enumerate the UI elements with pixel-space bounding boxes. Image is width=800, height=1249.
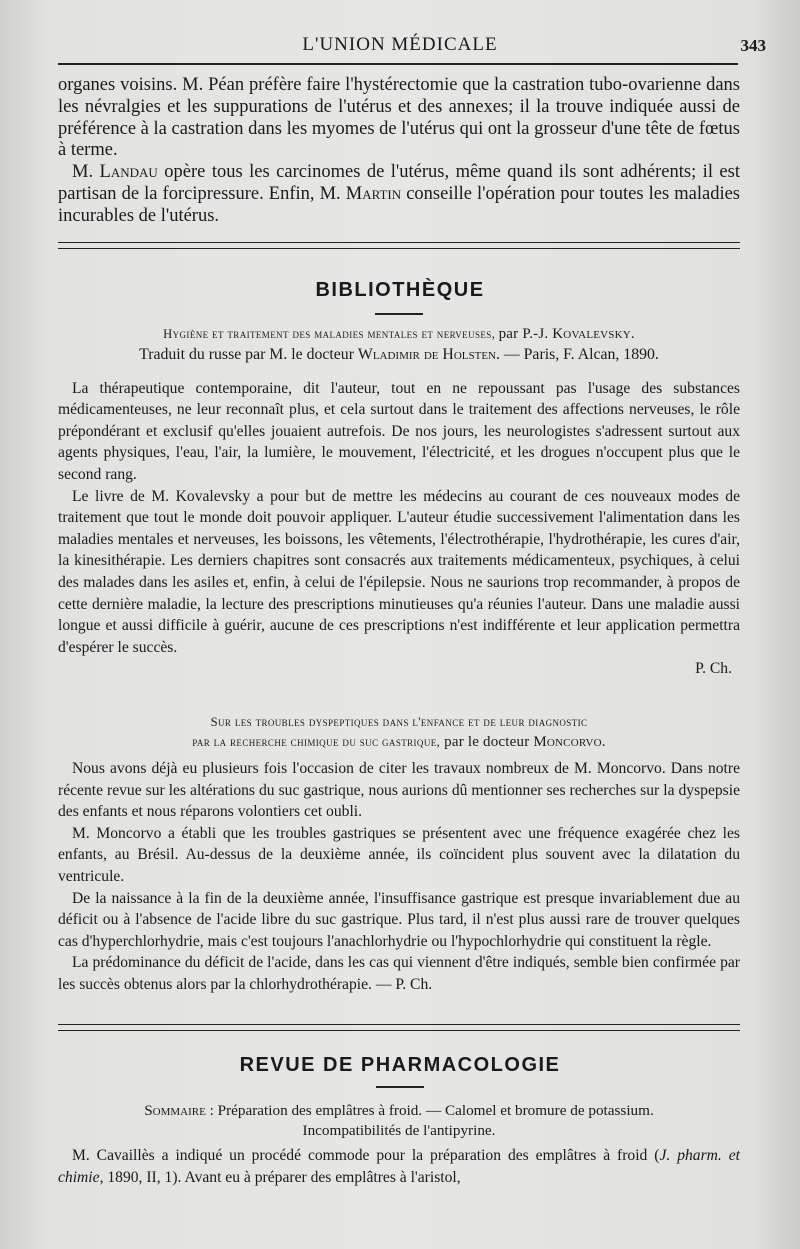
sommaire: Sommaire : Préparation des emplâtres à froid. — Calomel et bromure de potassium. [144,1102,654,1119]
review-paragraph: La prédominance du déficit de l'acide, dans les cas qui viennent d'être indiqués, semble bien confirmée par les succès obtenus alors par la chlorhydrothérapie. — P. Ch. [58,954,740,993]
review-paragraph: Nous avons déjà eu plusieurs fois l'occasion de citer les travaux nombreux de M. Moncorvo. Dans notre récente revue sur les altérations du suc gastrique, nous aurions dû mentionner ses recherches sur la dyspepsie des enfants et nous réparons volontiers cet oubli. [58,760,740,821]
sommaire-line2: Incompatibilités de l'antipyrine. [302,1122,496,1139]
review-heading-line2: Traduit du russe par M. le docteur Wladimir de Holsten. — Paris, F. Alcan, 1890. [139,346,659,363]
page-number: 343 [740,36,766,55]
review-heading-line2: par la recherche chimique du suc gastrique, par le docteur Moncorvo. [192,734,606,750]
header-rule [58,63,738,65]
review-kovalevsky [58,324,740,680]
section-title-pharmacologie: REVUE DE PHARMACOLOGIE [239,1054,561,1076]
review-heading-line1: Hygiène et traitement des maladies mentales et nerveuses, par P.-J. Kovalevsky. [163,326,635,342]
running-title: L'UNION MÉDICALE [302,34,498,55]
review-paragraph: Le livre de M. Kovalevsky a pour but de mettre les médecins au courant de ces nouveaux modes de traitement que tout le monde doit pouvoir appliquer. L'auteur étudie successivement l'alimentation dans les maladies mentales et nerveuses, les boissons, les vêtements, l'électrothérapie, l'hydrothérapie, les cures d'air, la kinesithérapie. Les derniers chapitres sont consacrés aux traitements médicamenteux, psychiques, à celui des malades dans les asiles et, enfin, à celui de l'épilepsie. Nous ne saurions trop recommander, à propos de cette dernière maladie, la lecture des prescriptions minutieuses qu'a réunies l'auteur. Dans une maladie aussi longue et aussi difficile à guérir, aucune de ces prescriptions n'est indifférente et leur application permettra d'espérer le succès. [58,487,740,656]
section-title-bibliotheque: BIBLIOTHÈQUE [315,279,485,301]
pharmacologie-paragraph: M. Cavaillès a indiqué un procédé commode pour la préparation des emplâtres à froid (J. pharm. et chimie, 1890, II, 1). Avant eu à préparer des emplâtres à l'aristol, [58,1147,740,1186]
review-translator: Wladimir de Holsten. [357,346,500,363]
intro-paragraph-pean: organes voisins. M. Péan préfère faire l'hystérectomie que la castration tubo-ovarienne dans les névralgies et les suppurations de l'utérus et des annexes; il la trouve indiquée aussi de préférence à la castration dans les myomes de l'utérus qui ont la grosseur d'une tête de fœtus à terme. [58,75,740,161]
review-paragraph: La thérapeutique contemporaine, dit l'auteur, tout en ne repoussant pas l'usage des substances médicamenteuses, ne leur reconnaît plus, et cela surtout dans le traitement des affections nerveuses, le rôle prépondérant et exclusif qu'elles jouaient autrefois. De nos jours, les neurologistes s'adressent surtout aux agents physiques, l'eau, l'air, la lumière, le mouvement, l'électricité, et les drogues n'occupent plus que le second rang. [58,379,740,483]
review-author: P.-J. Kovalevsky. [522,326,635,342]
citation: J. pharm. et chimie, [58,1147,740,1186]
intro-text [58,75,740,228]
review-author: Moncorvo. [533,734,606,750]
sommaire-label: Sommaire [144,1102,206,1119]
section-title-underline [375,313,423,315]
review-signature: P. Ch. [695,660,732,678]
review-moncorvo [58,712,740,996]
running-head [0,34,800,58]
review-heading-line1: Sur les troubles dyspeptiques dans l'enfance et de leur diagnostic [210,715,588,729]
name-landau: M. Landau [72,162,158,183]
section-title-underline [376,1086,424,1088]
pharmacologie-text [58,1101,740,1188]
section-divider-top [58,242,740,249]
name-martin: M. Martin [319,183,402,204]
review-paragraph: M. Moncorvo a établi que les troubles gastriques se présentent avec une fréquence exagérée chez les enfants, au Brésil. Au-dessus de la deuxième année, ils coïncident plus souvent avec la dilatation du ventricule. [58,824,740,885]
review-paragraph: De la naissance à la fin de la deuxième année, l'insuffisance gastrique est presque invariablement due au déficit ou à l'absence de l'acide libre du suc gastrique. Plus tard, il n'est plus aussi rare de trouver quelques cas d'hyperchlorhydrie, mais c'est toujours l'anachlorhydrie ou l'hypochlorhydrie qui constituent la règle. [58,889,740,950]
intro-paragraph-landau: M. Landau opère tous les carcinomes de l'utérus, même quand ils sont adhérents; il est partisan de la forcipressure. Enfin, M. Martin conseille l'opération pour toutes les maladies incurables de l'utérus. [58,162,741,226]
section-divider-bottom [58,1024,740,1031]
